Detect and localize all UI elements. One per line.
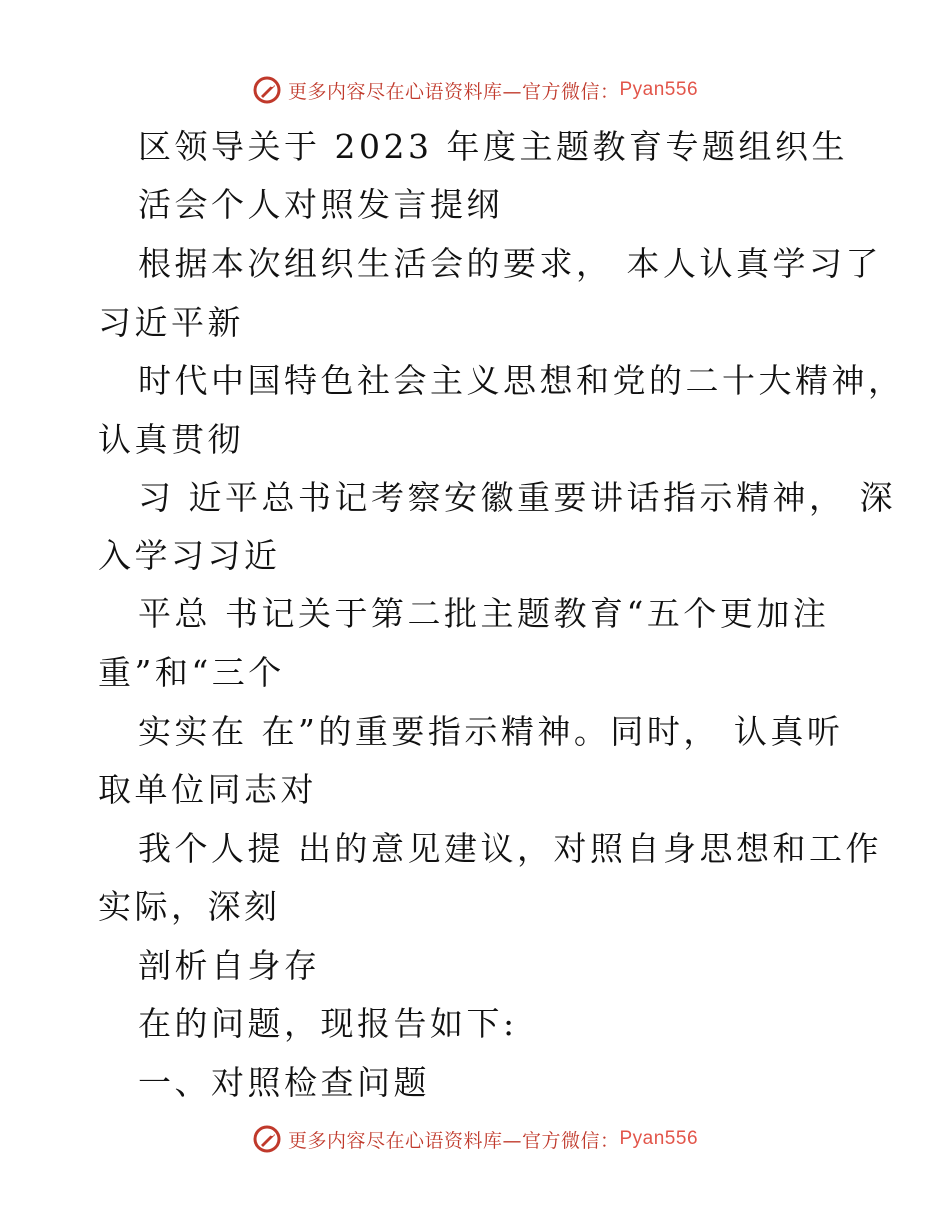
doc-line: 重”和“三个 [98,653,285,692]
doc-line: 入学习习近 [98,536,281,575]
doc-line: 取单位同志对 [98,770,317,809]
doc-line: 平总 书记关于第二批主题教育“五个更加注 [138,594,830,633]
doc-line: 认真贯彻 [98,420,244,459]
watermark-wechat-id: Pyan556 [619,79,699,100]
doc-line: 活会个人对照发言提纲 [138,185,503,224]
doc-line: 时代中国特色社会主义思想和党的二十大精神， [138,361,905,400]
doc-line: 一、对照检查问题 [138,1063,430,1102]
pen-logo-icon [252,1124,282,1154]
doc-line: 剖析自身存 [138,946,321,985]
doc-line: 实实在 在”的重要指示精神。同时， 认真听 [138,712,844,751]
doc-line: 习近平新 [98,303,244,342]
watermark-text: 更多内容尽在心语资料库—官方微信： [287,1129,620,1152]
doc-line: 我个人提 出的意见建议，对照自身思想和工作 [138,829,882,868]
doc-line: 实际，深刻 [98,887,281,926]
doc-line: 根据本次组织生活会的要求， 本人认真学习了 [138,244,882,283]
doc-line: 习 近平总书记考察安徽重要讲话指示精神， 深 [138,478,896,517]
pen-logo-icon [252,75,282,105]
doc-line: 在的问题，现报告如下: [138,1004,518,1043]
doc-line: 区领导关于 2023 年度主题教育专题组织生 [138,127,848,166]
watermark-banner-top [0,72,950,108]
watermark-banner-bottom [0,1121,950,1157]
watermark-text: 更多内容尽在心语资料库—官方微信： [287,80,620,103]
watermark-wechat-id: Pyan556 [619,1128,699,1149]
